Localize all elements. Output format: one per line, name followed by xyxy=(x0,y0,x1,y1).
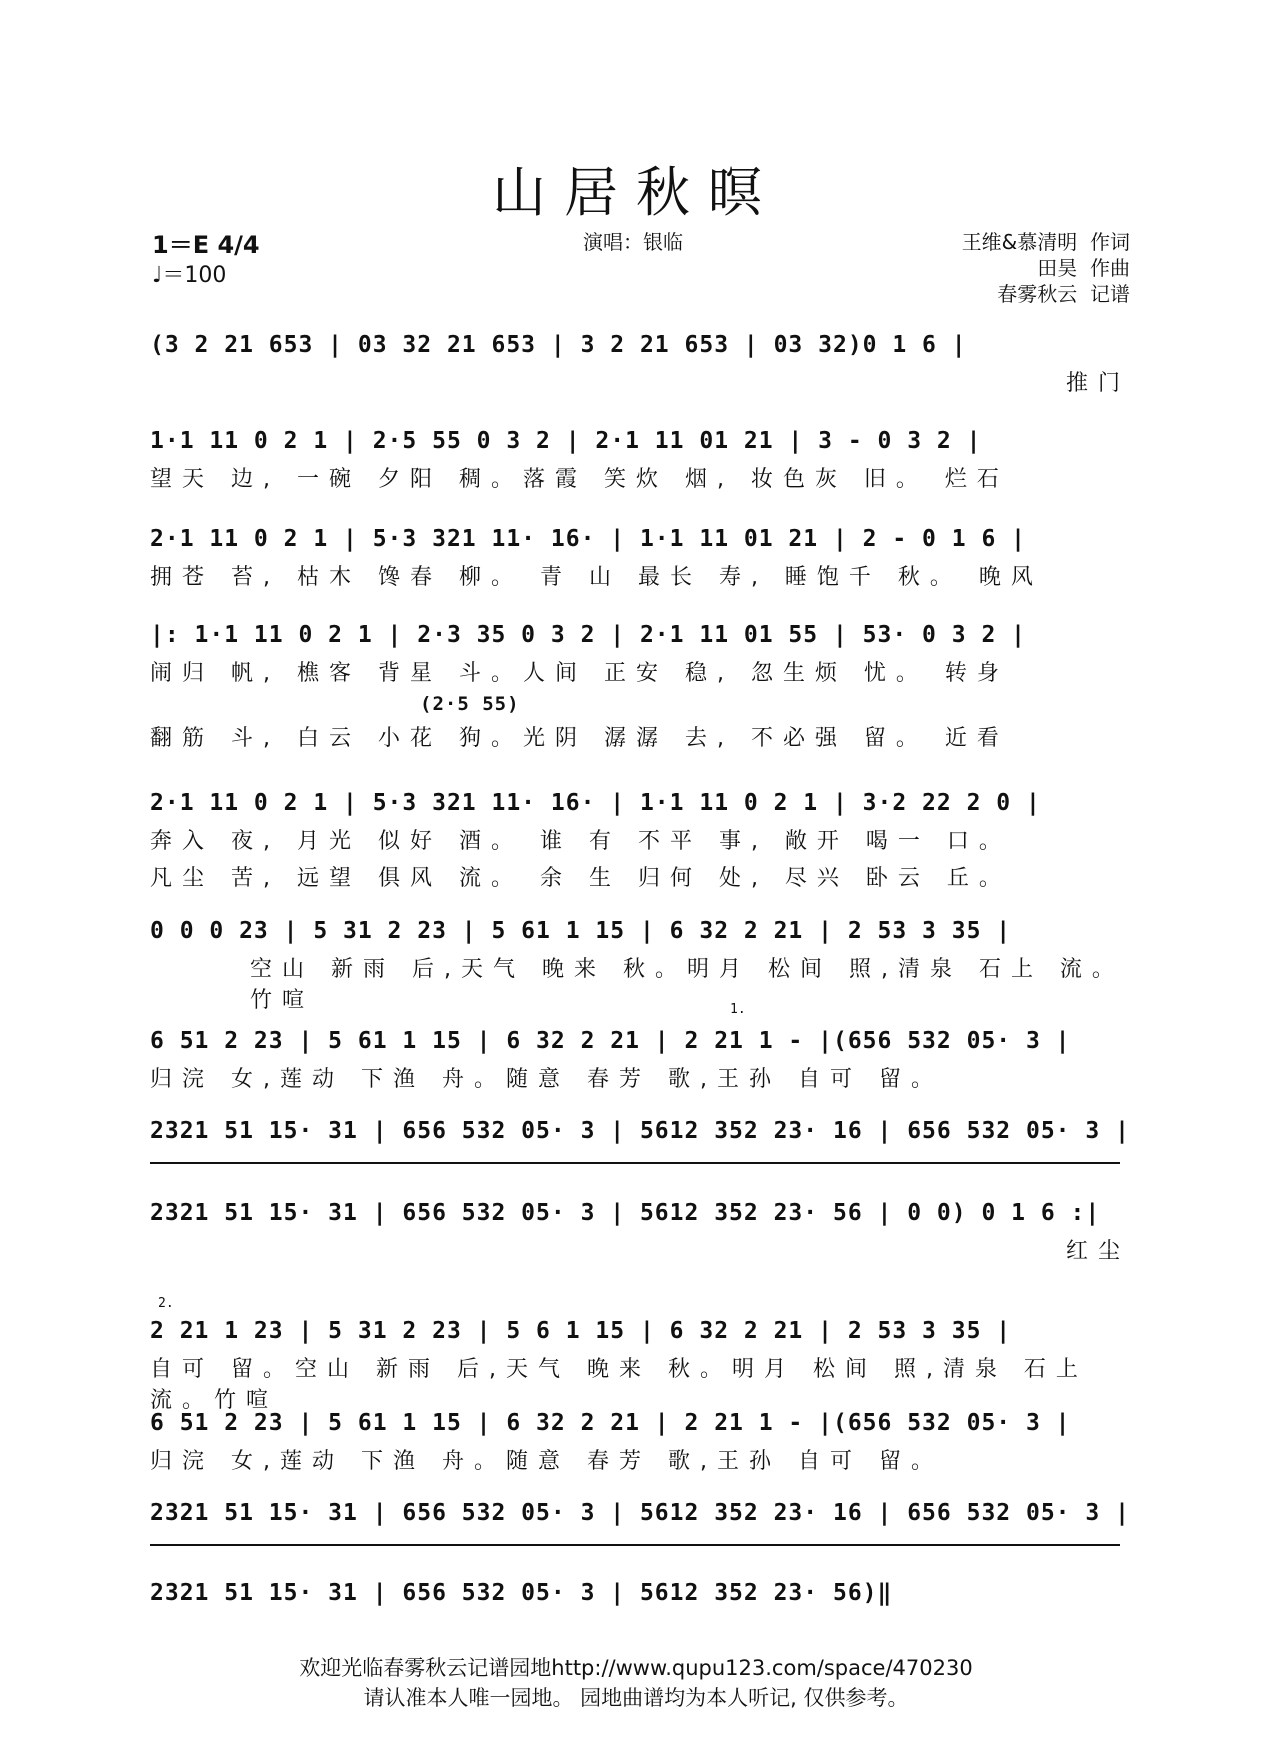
score-row xyxy=(150,1500,1130,1526)
notation-line: 6 51 2 23 | 5 61 1 15 | 6 32 2 21 | 2 21 1 - |(656 532 05· 3 | xyxy=(150,1028,1071,1054)
volta-2: 2. xyxy=(158,1296,174,1311)
notation-line: 2321 51 15· 31 | 656 532 05· 3 | 5612 352 23· 56 | 0 0) 0 1 6 :| xyxy=(150,1200,1101,1226)
lyric-line: 自可 留。空山 新雨 后,天气 晚来 秋。明月 松间 照,清泉 石上 流。竹喧 xyxy=(150,1357,1088,1413)
score-row xyxy=(150,1118,1130,1144)
score-row xyxy=(150,1200,1130,1265)
notation-line: 1·1 11 0 2 1 | 2·5 55 0 3 2 | 2·1 11 01 21 | 3 - 0 3 2 | xyxy=(150,428,982,454)
score-row xyxy=(150,526,1130,591)
notation-line: 2·1 11 0 2 1 | 5·3 321 11· 16· | 1·1 11 0 2 1 | 3·2 22 2 0 | xyxy=(150,790,1041,816)
lyric-line-verse2: 凡尘 苦, 远望 俱风 流。 余 生 归何 处, 尽兴 卧云 丘。 xyxy=(150,866,1011,891)
key-signature: 1＝E 4/4 xyxy=(152,231,260,259)
score-row xyxy=(150,1296,1130,1414)
lyric-line-verse2: 翻筋 斗, 白云 小花 狗。光阴 潺潺 去, 不必强 留。 近看 xyxy=(150,726,1009,751)
notation-line: 6 51 2 23 | 5 61 1 15 | 6 32 2 21 | 2 21 1 - |(656 532 05· 3 | xyxy=(150,1410,1071,1436)
notation-line: 2 21 1 23 | 5 31 2 23 | 5 6 1 15 | 6 32 2 21 | 2 53 3 35 | xyxy=(150,1318,1012,1344)
score-row xyxy=(150,1002,1130,1093)
lyric-line: 推门 xyxy=(1065,371,1130,396)
lyricist-credit: 王维&慕清明 作词 xyxy=(961,230,1130,254)
composer-credit: 田昊 作曲 xyxy=(1037,256,1130,280)
score-row xyxy=(150,428,1130,493)
lyric-line: 空山 新雨 后,天气 晚来 秋。明月 松间 照,清泉 石上 流。竹喧 xyxy=(250,957,1124,1013)
notation-line: 2321 51 15· 31 | 656 532 05· 3 | 5612 352 23· 16 | 656 532 05· 3 | xyxy=(150,1118,1130,1144)
singer-credit: 演唱：银临 xyxy=(583,230,683,254)
score-row xyxy=(150,1410,1130,1475)
volta-bracket-line xyxy=(150,1162,1120,1164)
page-title: 山居秋暝 xyxy=(492,161,780,224)
lyric-line: 闹归 帆, 樵客 背星 斗。人间 正安 稳, 忽生烦 忧。 转身 xyxy=(150,661,1009,686)
section-divider-line xyxy=(150,1544,1120,1546)
notation-line: 2·1 11 0 2 1 | 5·3 321 11· 16· | 1·1 11 01 21 | 2 - 0 1 6 | xyxy=(150,526,1026,552)
lyric-line: 归浣 女,莲动 下渔 舟。随意 春芳 歌,王孙 自可 留。 xyxy=(150,1067,943,1092)
volta-1: 1. xyxy=(730,1002,746,1017)
notation-line: 0 0 0 23 | 5 31 2 23 | 5 61 1 15 | 6 32 2 21 | 2 53 3 35 | xyxy=(150,918,1012,944)
notation-line: (3 2 21 653 | 03 32 21 653 | 3 2 21 653 | 03 32)0 1 6 | xyxy=(150,332,967,358)
score-row xyxy=(150,790,1130,892)
variant-notation: (2·5 55) xyxy=(420,693,520,715)
score-row xyxy=(150,1580,1130,1606)
lyric-line: 拥苍 苔, 枯木 馋春 柳。 青 山 最长 寿, 睡饱千 秋。 晚风 xyxy=(150,565,1043,590)
score-row xyxy=(150,332,1130,397)
notation-line: 2321 51 15· 31 | 656 532 05· 3 | 5612 352 23· 56)‖ xyxy=(150,1580,893,1606)
lyric-line: 红尘 xyxy=(1065,1239,1130,1264)
score-row xyxy=(150,622,1130,752)
lyric-line: 奔入 夜, 月光 似好 酒。 谁 有 不平 事, 敞开 喝一 口。 xyxy=(150,829,1011,854)
transcriber-credit: 春雾秋云 记谱 xyxy=(997,282,1130,306)
footer-notice-line: 请认准本人唯一园地。 园地曲谱均为本人听记, 仅供参考。 xyxy=(363,1686,909,1710)
notation-line: |: 1·1 11 0 2 1 | 2·3 35 0 3 2 | 2·1 11 01 55 | 53· 0 3 2 | xyxy=(150,622,1026,648)
notation-line: 2321 51 15· 31 | 656 532 05· 3 | 5612 352 23· 16 | 656 532 05· 3 | xyxy=(150,1500,1130,1526)
lyric-line: 望天 边, 一碗 夕阳 稠。落霞 笑炊 烟, 妆色灰 旧。 烂石 xyxy=(150,467,1009,492)
tempo-marking: ♩＝100 xyxy=(152,263,227,288)
footer-site-line: 欢迎光临春雾秋云记谱园地http://www.qupu123.com/space/470230 xyxy=(299,1656,973,1680)
score-row xyxy=(150,918,1130,1014)
lyric-line: 归浣 女,莲动 下渔 舟。随意 春芳 歌,王孙 自可 留。 xyxy=(150,1449,943,1474)
